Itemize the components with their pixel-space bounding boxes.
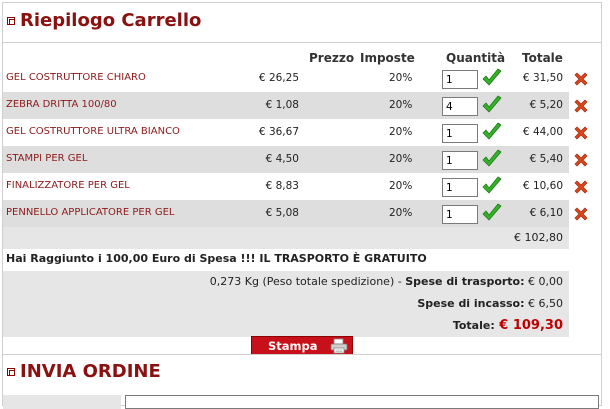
- order-field-input[interactable]: [125, 395, 599, 409]
- quantity-input[interactable]: [442, 124, 478, 143]
- print-button-label: Stampa: [268, 339, 318, 353]
- line-total: € 6,10: [529, 207, 563, 219]
- product-name-link[interactable]: PENNELLO APPLICATORE PER GEL: [6, 207, 175, 218]
- title-divider: [3, 42, 601, 43]
- delete-x-icon[interactable]: [573, 71, 589, 87]
- product-name-link[interactable]: GEL COSTRUTTORE ULTRA BIANCO: [6, 126, 180, 137]
- cart-item-row: [3, 119, 569, 146]
- cart-section-title: [7, 10, 201, 31]
- weight-text: 0,273 Kg (Peso totale spedizione) -: [209, 275, 406, 288]
- cart-item-row: [3, 146, 569, 173]
- cart-summary-panel: [2, 2, 602, 358]
- check-icon[interactable]: [481, 203, 503, 223]
- cart-item-row: [3, 200, 569, 227]
- unit-price: € 36,67: [258, 126, 299, 138]
- grand-total-row: [3, 315, 569, 337]
- order-section-title: [7, 361, 161, 382]
- unit-price: € 5,08: [265, 207, 299, 219]
- cod-fee-value: € 6,50: [524, 297, 563, 310]
- cart-item-row: [3, 92, 569, 119]
- product-name-link[interactable]: STAMPI PER GEL: [6, 153, 88, 164]
- shipping-row: [3, 271, 569, 293]
- order-field-label: [3, 395, 121, 409]
- cart-item-row: [3, 65, 569, 92]
- check-icon[interactable]: [481, 68, 503, 88]
- cart-title-text: Riepilogo Carrello: [20, 10, 202, 31]
- line-total: € 5,20: [529, 99, 563, 111]
- quantity-input[interactable]: [442, 205, 478, 224]
- unit-price: € 26,25: [258, 72, 299, 84]
- column-header-total: Totale: [522, 51, 563, 65]
- cod-fee-label: Spese di incasso:: [417, 297, 525, 310]
- free-shipping-row: [3, 249, 569, 271]
- quantity-input[interactable]: [442, 70, 478, 89]
- tax-rate: 20%: [389, 126, 413, 138]
- subtotal-value: € 102,80: [514, 231, 563, 244]
- check-icon[interactable]: [481, 95, 503, 115]
- product-name-link[interactable]: FINALIZZATORE PER GEL: [6, 180, 130, 191]
- unit-price: € 1,08: [265, 99, 299, 111]
- line-total: € 44,00: [522, 126, 563, 138]
- column-header-price: Prezzo: [309, 51, 355, 65]
- quantity-input[interactable]: [442, 178, 478, 197]
- delete-x-icon[interactable]: [573, 152, 589, 168]
- delete-x-icon[interactable]: [573, 98, 589, 114]
- shipping-value: € 0,00: [524, 275, 563, 288]
- cod-fee-row: [3, 293, 569, 315]
- line-total: € 31,50: [522, 72, 563, 84]
- printer-icon: [330, 338, 348, 354]
- line-total: € 5,40: [529, 153, 563, 165]
- column-header-quantity: Quantità: [446, 51, 506, 65]
- line-total: € 10,60: [522, 180, 563, 192]
- tax-rate: 20%: [389, 153, 413, 165]
- cart-item-row: [3, 173, 569, 200]
- tax-rate: 20%: [389, 72, 413, 84]
- quantity-input[interactable]: [442, 151, 478, 170]
- delete-x-icon[interactable]: [573, 206, 589, 222]
- delete-x-icon[interactable]: [573, 179, 589, 195]
- tax-rate: 20%: [389, 180, 413, 192]
- product-name-link[interactable]: GEL COSTRUTTORE CHIARO: [6, 72, 146, 83]
- tax-rate: 20%: [389, 207, 413, 219]
- section-bullet-icon: [7, 17, 15, 25]
- shipping-label: Spese di trasporto:: [405, 275, 525, 288]
- check-icon[interactable]: [481, 122, 503, 142]
- print-button[interactable]: [251, 336, 353, 356]
- send-order-panel: [2, 354, 602, 406]
- free-shipping-message: Hai Raggiunto i 100,00 Euro di Spesa !!! IL TRASPORTO È GRATUITO: [6, 252, 427, 265]
- tax-rate: 20%: [389, 99, 413, 111]
- section-bullet-icon: [7, 368, 15, 376]
- product-name-link[interactable]: ZEBRA DRITTA 100/80: [6, 99, 117, 110]
- grand-total-value: € 109,30: [494, 318, 563, 333]
- unit-price: € 8,83: [265, 180, 299, 192]
- order-title-text: INVIA ORDINE: [20, 361, 161, 382]
- quantity-input[interactable]: [442, 97, 478, 116]
- check-icon[interactable]: [481, 176, 503, 196]
- grand-total-label: Totale:: [452, 319, 495, 332]
- check-icon[interactable]: [481, 149, 503, 169]
- delete-x-icon[interactable]: [573, 125, 589, 141]
- subtotal-row: [3, 227, 569, 249]
- unit-price: € 4,50: [265, 153, 299, 165]
- column-header-tax: Imposte: [360, 51, 415, 65]
